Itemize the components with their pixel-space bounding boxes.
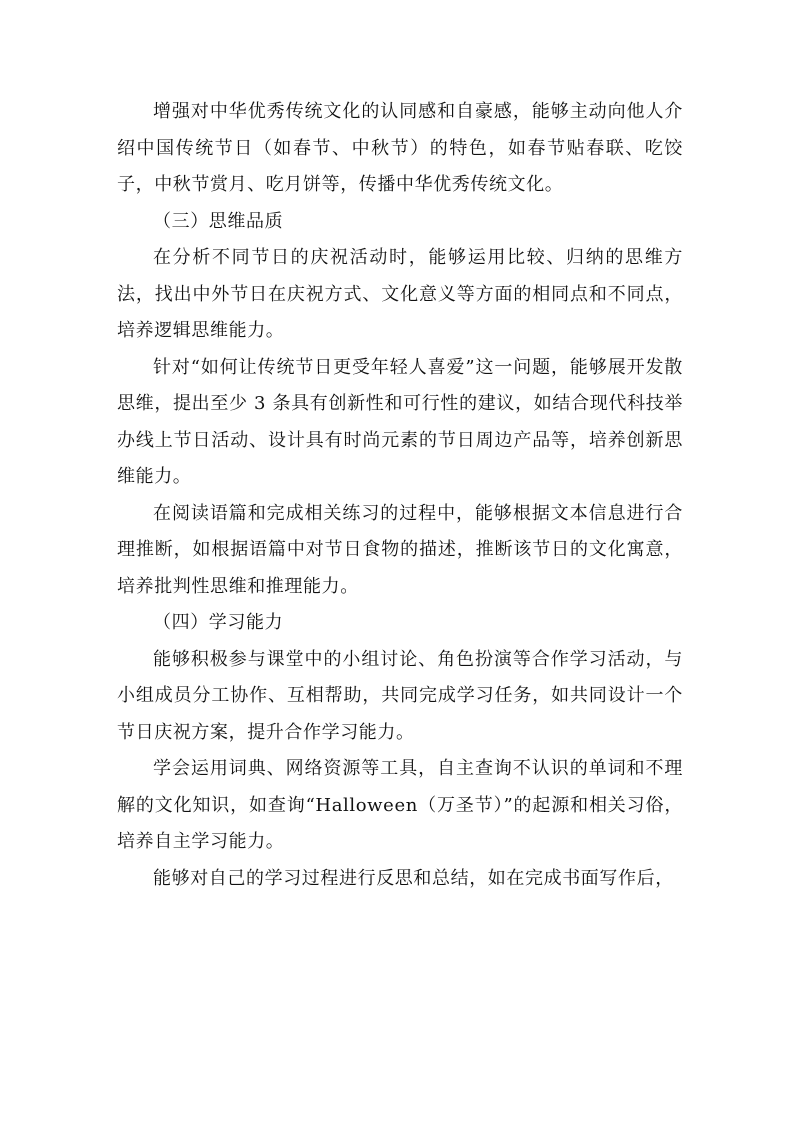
paragraph-critical-thinking: 在阅读语篇和完成相关练习的过程中，能够根据文本信息进行合理推断，如根据语篇中对节日食物的描述，推断该节日的文化寓意，培养批判性思维和推理能力。 <box>117 502 683 597</box>
paragraph-independent-learning: 学会运用词典、网络资源等工具，自主查询不认识的单词和不理解的文化知识，如查询“Halloween（万圣节）”的起源和相关习俗，培养自主学习能力。 <box>117 758 683 852</box>
paragraph-cooperative-learning: 能够积极参与课堂中的小组讨论、角色扮演等合作学习活动，与小组成员分工协作、互相帮助，共同完成学习任务，如共同设计一个节日庆祝方案，提升合作学习能力。 <box>117 648 683 743</box>
section-heading-learning-ability: （四）学习能力 <box>153 612 284 633</box>
section-heading-thinking-quality: （三）思维品质 <box>153 210 284 232</box>
paragraph-logical-thinking: 在分析不同节日的庆祝活动时，能够运用比较、归纳的思维方法，找出中外节日在庆祝方式、文化意义等方面的相同点和不同点，培养逻辑思维能力。 <box>117 247 683 341</box>
document-body <box>117 94 683 897</box>
paragraph-creative-thinking: 针对“如何让传统节日更受年轻人喜爱”这一问题，能够展开发散思维，提出至少 3 条具有创新性和可行性的建议，如结合现代科技举办线上节日活动、设计具有时尚元素的节日周边产品等，培养创新思维能力。 <box>117 356 683 487</box>
paragraph-cultural-identity: 增强对中华优秀传统文化的认同感和自豪感，能够主动向他人介绍中国传统节日（如春节、中秋节）的特色，如春节贴春联、吃饺子，中秋节赏月、吃月饼等，传播中华优秀传统文化。 <box>117 101 683 195</box>
paragraph-reflection: 能够对自己的学习过程进行反思和总结，如在完成书面写作后， <box>153 867 674 889</box>
